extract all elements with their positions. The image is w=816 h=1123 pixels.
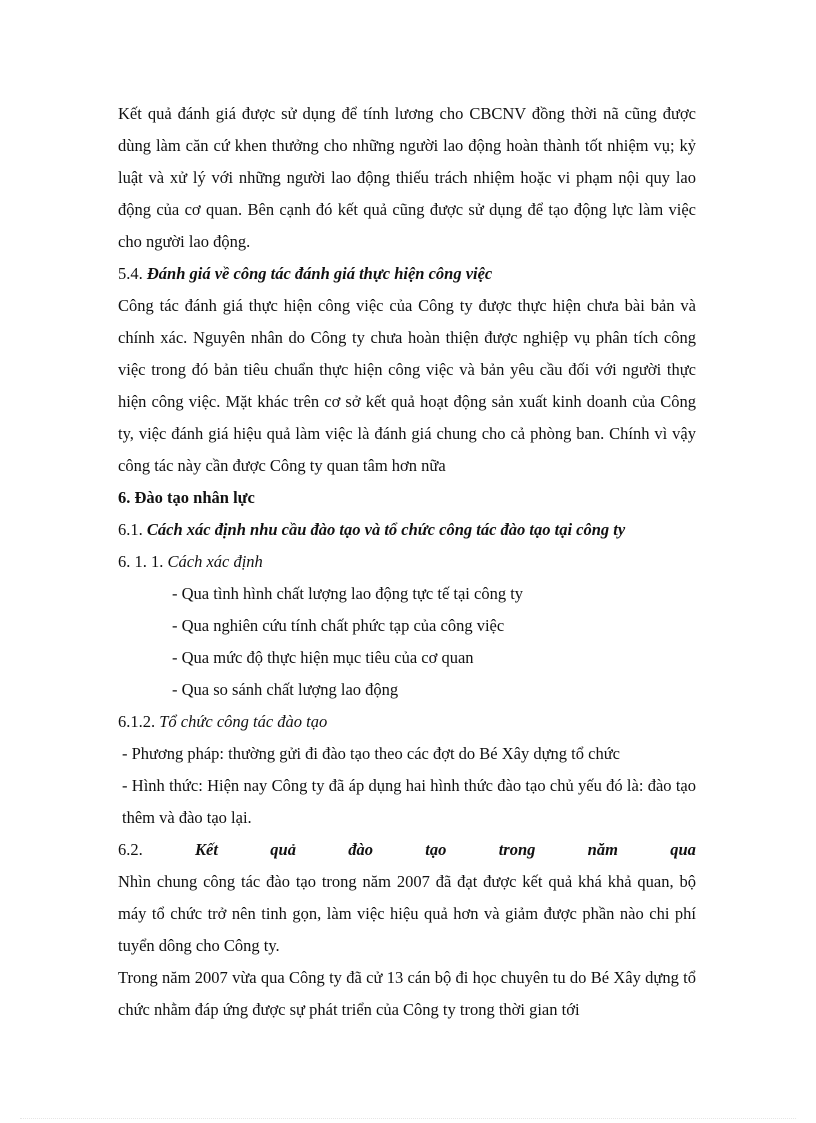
section-6-2-word: năm [587, 840, 618, 859]
section-5-4-paragraph: Công tác đánh giá thực hiện công việc của Công ty được thực hiện chưa bài bản và chính xác. Nguyên nhân do Công ty chưa hoàn thiện được nghiệp vụ phân tích công việc trong đó bản tiêu chuẩn thực hiện công việc và bản yêu cầu đối với người thực hiện công việc. Mặt khác trên cơ sở kết quả hoạt động sản xuất kinh doanh của Công ty, việc đánh giá hiệu quả làm việc là đánh giá chung cho cả phòng ban. Chính vì vậy công tác này cần được Công ty quan tâm hơn nữa [118, 296, 696, 475]
document-page [118, 98, 696, 1026]
section-6-1-2-title: Tổ chức công tác đào tạo [159, 712, 328, 731]
form-paragraph: - Hình thức: Hiện nay Công ty đã áp dụng hai hình thức đào tạo chủ yếu đó là: đào tạo thêm và đào tạo lại. [122, 776, 696, 827]
section-6-1-2-heading [118, 706, 696, 738]
section-5-4-heading [118, 258, 696, 290]
section-6-heading: 6. Đào tạo nhân lực [118, 488, 255, 507]
section-6-2-paragraph-2: Trong năm 2007 vừa qua Công ty đã cử 13 cán bộ đi học chuyên tu do Bé Xây dựng tổ chức nhằm đáp ứng được sự phát triển của Công ty trong thời gian tới [118, 968, 696, 1019]
section-6-2-number: 6.2. [118, 840, 143, 859]
page-bottom-divider [20, 1118, 796, 1119]
list-item: - Qua mức độ thực hiện mục tiêu của cơ quan [172, 648, 474, 667]
section-6-2-word: đào [348, 840, 373, 859]
section-6-2-word: qua [670, 840, 696, 859]
section-6-1-title: Cách xác định nhu cầu đào tạo và tổ chức công tác đào tạo tại công ty [146, 520, 626, 539]
section-6-2-heading [118, 834, 696, 866]
section-6-2-word: tạo [425, 840, 447, 859]
list-item: - Qua so sánh chất lượng lao động [172, 680, 399, 699]
section-6-2-word: quả [270, 840, 296, 859]
section-6-2-word: Kết [195, 840, 218, 859]
list-item: - Qua nghiên cứu tính chất phức tạp của công việc [172, 616, 505, 635]
section-5-4-title: Đánh giá về công tác đánh giá thực hiện công việc [146, 264, 493, 283]
intro-paragraph: Kết quả đánh giá được sử dụng để tính lương cho CBCNV đồng thời nã cũng được dùng làm căn cứ khen thưởng cho những người lao động hoàn thành tốt nhiệm vụ; kỷ luật và xử lý với những người lao động thiếu trách nhiệm hoặc vi phạm nội quy lao động của cơ quan. Bên cạnh đó kết quả cũng được sử dụng để tạo động lực làm việc cho người lao động. [118, 104, 696, 251]
section-6-1-1-title: Cách xác định [167, 552, 263, 571]
list-item: - Qua tình hình chất lượng lao động tực tế tại công ty [172, 584, 524, 603]
section-6-1-2-number: 6.1.2. [118, 712, 160, 731]
section-6-2-paragraph-1: Nhìn chung công tác đào tạo trong năm 2007 đã đạt được kết quả khá khả quan, bộ máy tổ chức trở nên tinh gọn, làm việc hiệu quả hơn và giảm được phần nào chi phí tuyển dông cho Công ty. [118, 872, 696, 955]
method-line: - Phương pháp: thường gửi đi đào tạo theo các đợt do Bé Xây dựng tổ chức [122, 744, 620, 763]
section-6-1-number: 6.1. [118, 520, 147, 539]
section-6-2-word: trong [498, 840, 536, 859]
section-6-1-heading [118, 514, 696, 546]
section-6-1-1-heading [118, 546, 696, 578]
section-6-1-1-number: 6. 1. 1. [118, 552, 168, 571]
section-5-4-number: 5.4. [118, 264, 147, 283]
